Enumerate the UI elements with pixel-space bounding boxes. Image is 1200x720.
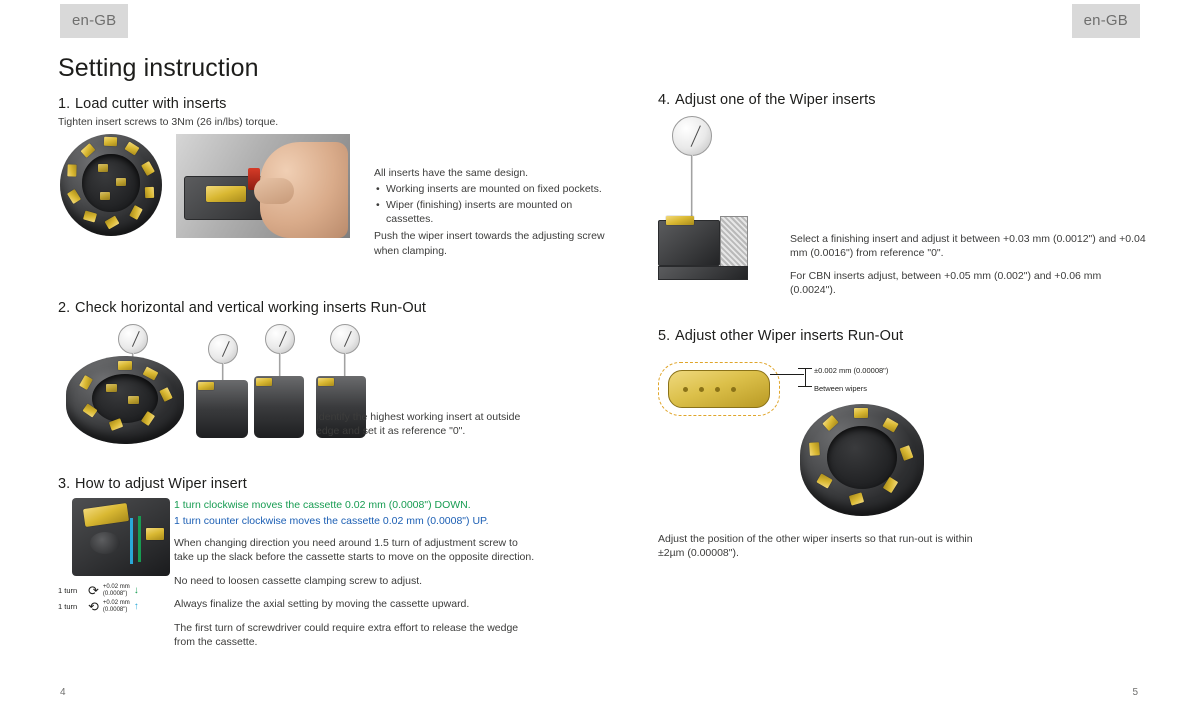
- insert: [106, 384, 117, 392]
- insert: [109, 418, 123, 431]
- step-3-title: How to adjust Wiper insert: [75, 476, 247, 492]
- insert: [141, 411, 155, 426]
- figure-hand-clamping-insert: [176, 134, 350, 238]
- legend-value-bottom: (0.0008"): [102, 606, 128, 613]
- step-3-paragraph: No need to loosen cassette clamping screw to adjust.: [174, 574, 423, 587]
- insert: [83, 403, 98, 417]
- step-1-number: 1.: [58, 96, 71, 112]
- dial-face: [265, 324, 295, 354]
- insert: [81, 143, 96, 158]
- insert: [128, 396, 139, 404]
- right-column: [658, 92, 1158, 574]
- dim-tick: [798, 386, 812, 387]
- legend-value: [103, 584, 130, 597]
- wiper-insert: [206, 186, 246, 202]
- legend-value-bottom: (0.0008"): [102, 590, 128, 597]
- step-5-heading: [658, 328, 1158, 344]
- dial-indicator: [118, 324, 148, 354]
- leader-line: [770, 374, 804, 375]
- legend-value-top: +0.02 mm: [102, 600, 130, 607]
- insert: [67, 189, 81, 204]
- insert: [900, 445, 914, 461]
- finger: [254, 178, 294, 204]
- step-4-body: [790, 232, 1146, 301]
- step-4-paragraph: For CBN inserts adjust, between +0.05 mm (0.002") and +0.06 mm (0.0024").: [790, 269, 1102, 297]
- legend-turn-label: 1 turn: [58, 602, 78, 611]
- step-3-heading: [58, 476, 618, 492]
- insert: [822, 415, 838, 431]
- step-3-number: 3.: [58, 476, 71, 492]
- insert: [318, 378, 334, 386]
- insert: [816, 473, 832, 488]
- insert: [882, 417, 898, 432]
- insert: [116, 178, 126, 186]
- step-5: [658, 328, 1158, 568]
- step-4: [658, 92, 1158, 322]
- step-3-body: [174, 498, 540, 653]
- language-badge-right: en-GB: [1072, 4, 1140, 38]
- step-2: [58, 300, 618, 470]
- insert-hole: [731, 387, 736, 392]
- step-2-heading: [58, 300, 618, 316]
- step-1-bullet-list: [374, 183, 610, 226]
- language-badge-left: en-GB: [60, 4, 128, 38]
- counter-clockwise-arrow-icon: ⟲: [88, 599, 99, 614]
- tolerance-label: ±0.002 mm (0.00008"): [814, 366, 889, 375]
- dial-indicator: [265, 324, 295, 354]
- page-number-right: 5: [1132, 687, 1138, 698]
- list-item: • Working inserts are mounted on fixed pockets.: [386, 183, 610, 197]
- dial-face: [208, 334, 238, 364]
- insert: [105, 216, 120, 230]
- legend-turn-label: 1 turn: [58, 586, 78, 595]
- dial-face: [672, 116, 712, 156]
- legend-value-top: +0.02 mm: [102, 584, 130, 591]
- up-arrow-icon: ↑: [133, 600, 139, 612]
- insert: [118, 361, 132, 370]
- dial-stem: [691, 155, 693, 221]
- figure-cutter-face: [800, 404, 926, 528]
- legend-value: [103, 600, 130, 613]
- step-1-title: Load cutter with inserts: [75, 96, 227, 112]
- step-2-caption: Identify the highest working insert at outside edge and set it as reference "0".: [316, 411, 521, 438]
- step-4-heading: [658, 92, 1158, 108]
- step-1-intro: All inserts have the same design.: [374, 167, 529, 179]
- step-3: [58, 476, 618, 666]
- cassette-block: [658, 266, 748, 280]
- cutter-section: [658, 220, 720, 266]
- step-1-heading: [58, 96, 618, 112]
- insert: [809, 442, 820, 456]
- insert: [141, 161, 155, 176]
- between-wipers-label: Between wipers: [814, 384, 867, 393]
- down-arrow-indicator: [138, 516, 141, 562]
- cutter-body: [800, 404, 924, 516]
- dial-face: [118, 324, 148, 354]
- insert: [145, 187, 154, 198]
- insert: [256, 378, 272, 386]
- insert: [159, 387, 172, 402]
- step-4-paragraph: Select a finishing insert and adjust it between +0.03 mm (0.0012") and +0.04 mm (0.0016") from reference "0".: [790, 233, 1146, 260]
- figure-runout-check: [58, 324, 358, 444]
- down-arrow-icon: ↓: [133, 584, 139, 596]
- step-3-line-clockwise: 1 turn clockwise moves the cassette 0.02 mm (0.0008") DOWN.: [174, 499, 471, 511]
- insert: [104, 137, 117, 146]
- insert: [100, 192, 110, 200]
- step-5-number: 5.: [658, 328, 671, 344]
- left-column: [58, 96, 618, 672]
- step-4-number: 4.: [658, 92, 671, 108]
- list-item: • Wiper (finishing) inserts are mounted on cassettes.: [386, 199, 610, 226]
- wiper-insert: [668, 370, 770, 408]
- insert: [129, 205, 143, 220]
- adjusting-screw: [146, 528, 164, 540]
- clamp-screw: [90, 532, 120, 554]
- step-1-body: [374, 166, 610, 261]
- step-3-paragraph: The first turn of screwdriver could require extra effort to release the wedge from the cassette.: [174, 621, 519, 649]
- cross-section-hatch: [720, 216, 748, 272]
- dial-face: [330, 324, 360, 354]
- insert-hole: [683, 387, 688, 392]
- cutter-body: [60, 134, 162, 236]
- insert: [143, 366, 159, 380]
- insert: [79, 375, 93, 390]
- figure-wiper-cassette-closeup: [72, 498, 170, 576]
- step-1: [58, 96, 618, 294]
- dim-arrow: [805, 368, 806, 386]
- insert: [198, 382, 214, 390]
- wiper-insert: [666, 216, 694, 225]
- step-3-paragraph: Always finalize the axial setting by moving the cassette upward.: [174, 598, 470, 611]
- wiper-insert: [83, 503, 129, 527]
- step-1-subtitle: Tighten insert screws to 3Nm (26 in/lbs) torque.: [58, 116, 279, 128]
- figure-cutter-with-inserts: [58, 134, 168, 234]
- step-2-title: Check horizontal and vertical working inserts Run-Out: [75, 300, 427, 316]
- page-number-left: 4: [60, 687, 66, 698]
- step-4-title: Adjust one of the Wiper inserts: [675, 92, 876, 108]
- dial-indicator: [672, 116, 712, 156]
- step-1-outro: Push the wiper insert towards the adjusting screw when clamping.: [374, 230, 605, 257]
- insert: [98, 164, 108, 172]
- step-3-line-counterclockwise: 1 turn counter clockwise moves the cassette 0.02 mm (0.0008") UP.: [174, 515, 489, 528]
- clockwise-arrow-icon: ⟳: [88, 583, 99, 598]
- step-5-title: Adjust other Wiper inserts Run-Out: [675, 328, 904, 344]
- page-title: Setting instruction: [58, 54, 259, 82]
- step-5-caption: Adjust the position of the other wiper inserts so that run-out is within ±2µm (0.00008").: [658, 533, 973, 560]
- step-3-paragraph: When changing direction you need around 1.5 turn of adjustment screw to take up the slack before the cassette starts to move on the opposite direction.: [174, 536, 535, 564]
- insert: [883, 477, 898, 493]
- dial-indicator: [208, 334, 238, 364]
- insert: [854, 408, 868, 418]
- insert: [83, 211, 97, 223]
- insert-hole: [715, 387, 720, 392]
- cutter-body: [66, 356, 184, 444]
- insert-hole: [699, 387, 704, 392]
- step-2-number: 2.: [58, 300, 71, 316]
- figure-wiper-adjustment-crosssection: [658, 116, 778, 286]
- insert: [67, 164, 76, 176]
- dial-indicator: [330, 324, 360, 354]
- up-arrow-indicator: [130, 518, 133, 564]
- insert: [849, 492, 864, 505]
- insert: [125, 142, 140, 156]
